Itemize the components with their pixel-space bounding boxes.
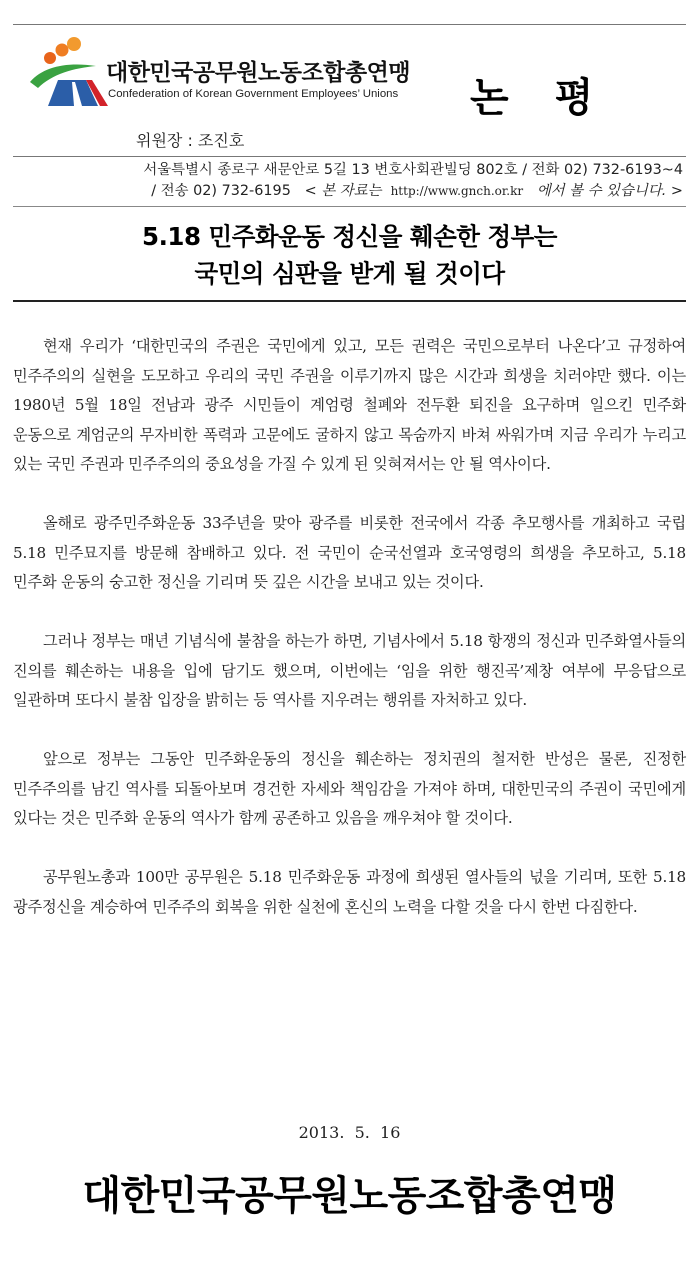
body-paragraph-1: 현재 우리가 ‘대한민국의 주권은 국민에게 있고, 모든 권력은 국민으로부터 나온다’고 규정하여 민주주의의 실현을 도모하고 우리의 국민 주권을 이루기까지 많은 시간과 희생을 치러야만 했다. 이는 1980년 5월 18일 전남과 광주 시민들이 계엄령 철폐와 전두환 퇴진을 요구하며 일으킨 민주화 운동으로 계엄군의 무자비한 폭력과 고문에도 굴하지 않고 목숨까지 바쳐 싸워가며 지금 우리가 누리고 있는 국민 주권과 민주주의의 중요성을 가질 수 있게 된 잊혀져서는 안 될 역사이다. (13, 337, 686, 473)
title-top-rule (13, 206, 686, 207)
body-paragraph-4: 앞으로 정부는 그동안 민주화운동의 정신을 훼손하는 정치권의 철저한 반성은 물론, 진정한 민주주의를 남긴 역사를 되돌아보며 경건한 자세와 책임감을 가져야 하며, 대한민국의 주권이 국민에게 있다는 것은 민주화 운동의 역사가 함께 공존하고 있음을 깨우쳐야 할 것이다. (13, 750, 686, 827)
website-link[interactable]: http://www.gnch.or.kr (390, 184, 524, 198)
headline (13, 218, 686, 292)
headline-line-2: 국민의 심판을 받게 될 것이다 (194, 259, 505, 288)
logo-dot-2 (56, 44, 69, 57)
logo-dot-3 (44, 52, 56, 64)
notice-prefix: < 본 자료는 (304, 183, 382, 199)
logo-dot-1 (67, 37, 81, 51)
signature-org-name: 대한민국공무원노동조합총연맹 (82, 1173, 617, 1219)
body-paragraph-5: 공무원노총과 100만 공무원은 5.18 민주화운동 과정에 희생된 열사들의 넋을 기리며, 또한 5.18 광주정신을 계승하여 민주주의 회복을 위한 실천에 혼신의 노력을 다할 것을 다시 한번 다짐한다. (13, 868, 686, 916)
info-rule (13, 156, 686, 157)
notice-suffix: 에서 볼 수 있습니다. > (536, 183, 683, 199)
title-bottom-rule (13, 300, 686, 302)
body-paragraph-3: 그러나 정부는 매년 기념식에 불참을 하는가 하면, 기념사에서 5.18 항쟁의 정신과 민주화열사들의 진의를 훼손하는 내용을 입에 담기도 했으며, 이번에는 ‘임을 위한 행진곡’제창 여부에 무응답으로 일관하며 또다시 불참 입장을 밝히는 등 역사를 지우려는 행위를 자처하고 있다. (13, 632, 686, 709)
article-body (13, 332, 686, 952)
document-type-label: 논평 (470, 75, 640, 121)
fax-number: / 전송 02) 732-6195 (151, 183, 291, 199)
org-name-korean: 대한민국공무원노동조합총연맹 (106, 60, 411, 86)
union-logo-icon (28, 36, 110, 108)
top-rule (13, 24, 686, 25)
issue-date: 2013. 5. 16 (298, 1123, 401, 1142)
chairman-line: 위원장 : 조진호 (136, 131, 245, 150)
headline-line-1: 5.18 민주화운동 정신을 훼손한 정부는 (142, 222, 557, 251)
org-name-english: Confederation of Korean Government Employees’ Unions (108, 88, 399, 100)
contact-info (18, 160, 683, 202)
body-paragraph-2: 올해로 광주민주화운동 33주년을 맞아 광주를 비롯한 전국에서 각종 추모행사를 개최하고 국립 5.18 민주묘지를 방문해 참배하고 있다. 전 국민이 순국선열과 호국영령의 희생을 추모하고, 5.18 민주화 운동의 숭고한 정신을 기리며 뜻 깊은 시간을 보내고 있는 것이다. (13, 514, 686, 591)
address-line: 서울특별시 종로구 새문안로 5길 13 변호사회관빌딩 802호 / 전화 02) 732-6193~4 (143, 162, 683, 178)
fax-notice-line (18, 181, 683, 202)
